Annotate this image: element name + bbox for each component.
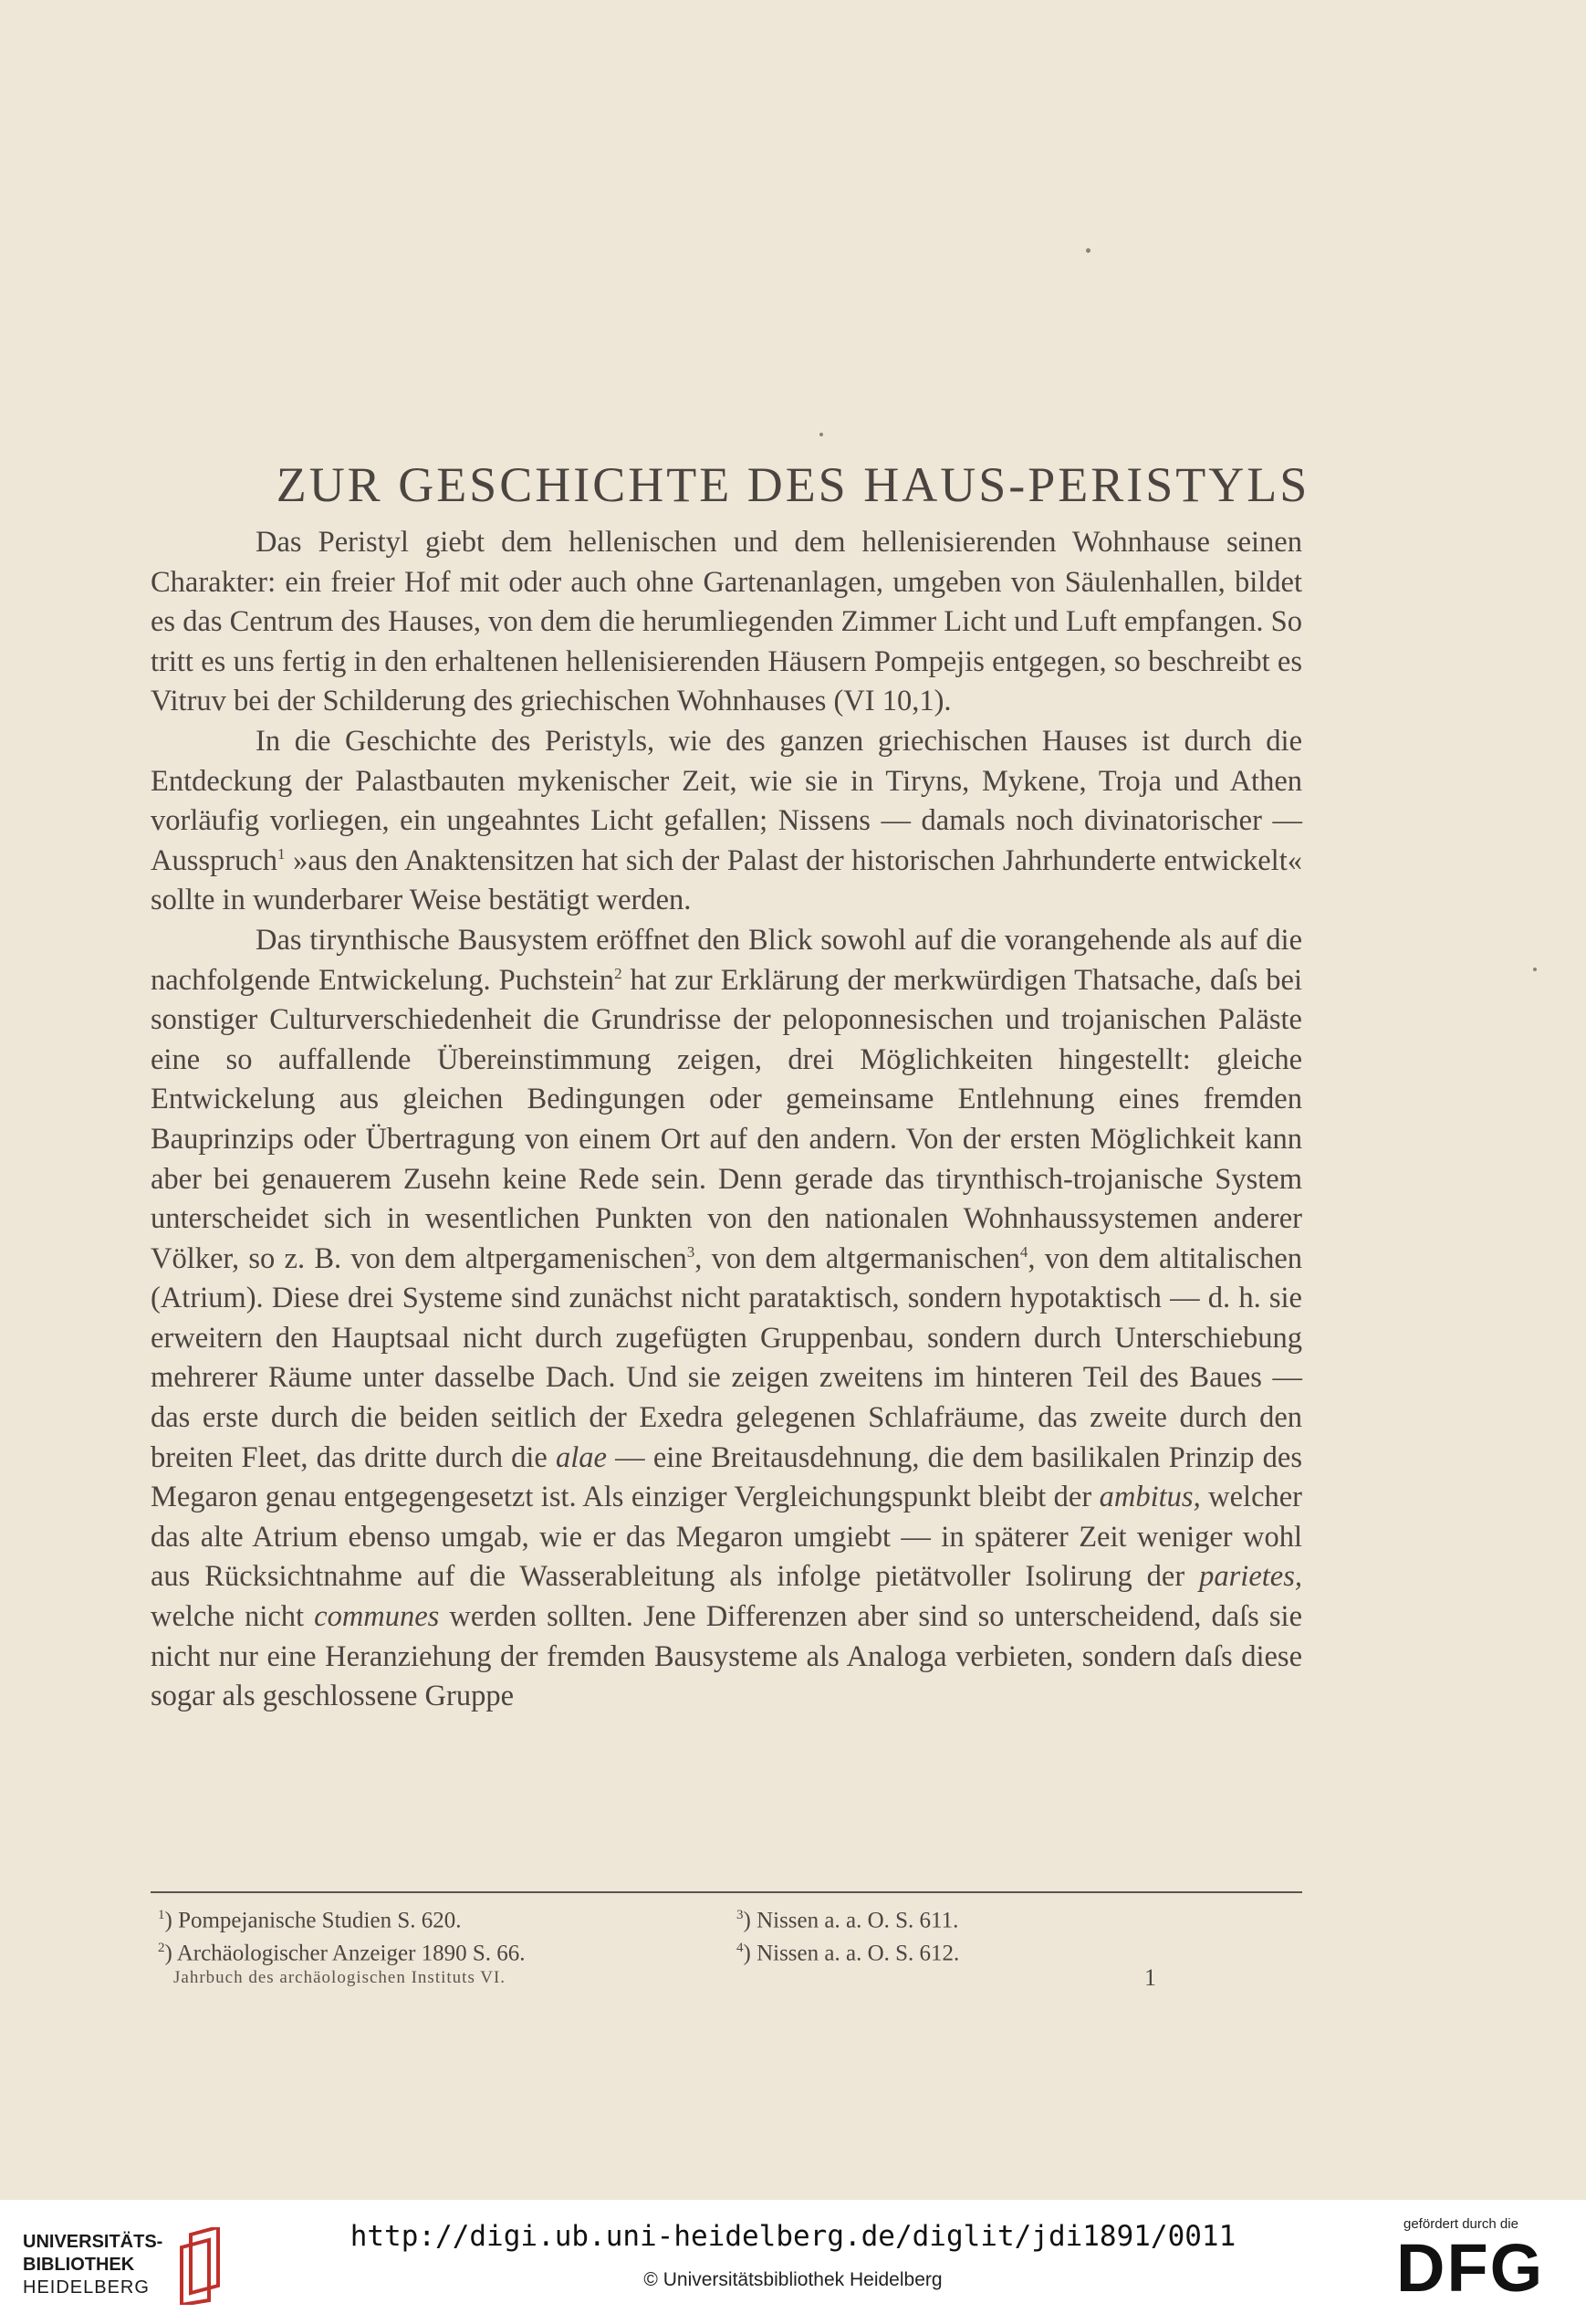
footnote: $^1$) Pompejanische Studien S. 620. xyxy=(158,1908,462,1933)
footnote-ref[interactable]: 2 xyxy=(614,964,622,982)
speck xyxy=(1086,248,1090,253)
footnote-ref[interactable]: 3 xyxy=(686,1242,695,1261)
paragraph: In die Geschichte des Peristyls, wie des ganzen griechischen Hauses ist durch die Entdeckung der Palastbauten mykenischer Zeit, wie sie in Tiryns, Mykene, Troja und Athen vorläufig vorliegen, ein ungeahntes Licht gefallen; Nissens — damals noch divinatorischer — Ausspruch$^1$ »aus den Anaktensitzen hat sich der Palast der historischen Jahrhunderte entwickelt« sollte in wunderbarer Weise bestätigt werden. xyxy=(151,724,1302,917)
page-number: 1 xyxy=(1144,1964,1156,1991)
footnote-ref[interactable]: 1 xyxy=(277,844,286,863)
dfg-logo[interactable] xyxy=(1396,2216,1570,2312)
footnote: $^2$) Archäologischer Anzeiger 1890 S. 66. xyxy=(158,1941,526,1966)
dfg-wordmark: DFG xyxy=(1396,2230,1545,2306)
article-body xyxy=(151,523,1302,1717)
article-title: ZUR GESCHICHTE DES HAUS-PERISTYLS xyxy=(276,457,1310,512)
viewer-footer xyxy=(0,2200,1586,2324)
speck xyxy=(819,433,823,436)
footnote: $^3$) Nissen a. a. O. S. 611. xyxy=(736,1908,959,1933)
copyright-notice: © Universitätsbibliothek Heidelberg xyxy=(643,2269,943,2290)
document-url-link[interactable]: http://digi.ub.uni-heidelberg.de/diglit/jdi1891/0011 xyxy=(350,2220,1236,2253)
paragraph: Das Peristyl giebt dem hellenischen und dem hellenisierenden Wohnhause seinen Charakter: ein freier Hof mit oder auch ohne Gartenanlagen, umgeben von Säulenhallen, bildet es das Centrum des Hauses, von dem die herumliegenden Zimmer Licht und Luft empfangen. So tritt es uns fertig in den erhaltenen hellenisierenden Häusern Pompejis entgegen, so beschreibt es Vitruv bei der Schilderung des griechischen Wohnhauses (VI 10,1). xyxy=(151,526,1302,718)
dfg-caption: gefördert durch die xyxy=(1403,2216,1518,2232)
logo-text: UNIVERSITÄTS- BIBLIOTHEK HEIDELBERG xyxy=(23,2232,163,2298)
paragraph: Das tirynthische Bausystem eröffnet den Blick sowohl auf die vorangehende als auf die nachfolgende Entwickelung. Puchstein$^2$ hat zur Erklärung der merkwürdigen Thatsache, daſs bei sonstiger Culturverschiedenheit die Grundrisse der peloponnesischen und trojanischen Paläste eine so auffallende Übereinstimmung zeigen, drei Möglichkeiten hingestellt: gleiche Entwickelung aus gleichen Bedingungen oder gemeinsame Entlehnung eines fremden Bauprinzips oder Übertragung von einem Ort auf den andern. Von der ersten Möglichkeit kann aber bei genauerem Zusehn keine Rede sein. Denn gerade das tirynthisch-trojanische System unterscheidet sich in wesentlichen Punkten von den nationalen Wohnhaussystemen anderer Völker, so z. B. von dem altpergamenischen$^3$, von dem altgermanischen$^4$, von dem altitalischen (Atrium). Diese drei Systeme sind zunächst nicht parataktisch, sondern hypotaktisch — d. h. sie erweitern den Hauptsaal nicht durch zugefügten Gruppenbau, sondern durch Unterschiebung mehrerer Räume unter dasselbe Dach. Und sie zeigen zweitens im hinteren Teil des Baues — das erste durch die beiden seitlich der Exedra gelegenen Schlafräume, das zweite durch den breiten Fleet, das dritte durch die alae — eine Breitausdehnung, die dem basilikalen Prinzip des Megaron genau entgegengesetzt ist. Als einziger Vergleichungspunkt bleibt der ambitus, welcher das alte Atrium ebenso umgab, wie er das Megaron umgiebt — in späterer Zeit weniger wohl aus Rücksichtnahme auf die Wasserableitung als infolge pietätvoller Isolirung der parietes, welche nicht communes werden sollten. Jene Differenzen aber sind so unterscheidend, daſs sie nicht nur eine Heranziehung der fremden Bausysteme als Analoga verbieten, sondern daſs diese sogar als geschlossene Gruppe xyxy=(151,923,1303,1713)
speck xyxy=(1533,968,1537,971)
footnote-ref[interactable]: 4 xyxy=(1019,1242,1028,1261)
running-footer: Jahrbuch des archäologischen Instituts VI. xyxy=(173,1968,506,1987)
footnote-divider xyxy=(151,1891,1302,1893)
footnote: $^4$) Nissen a. a. O. S. 612. xyxy=(736,1941,960,1966)
